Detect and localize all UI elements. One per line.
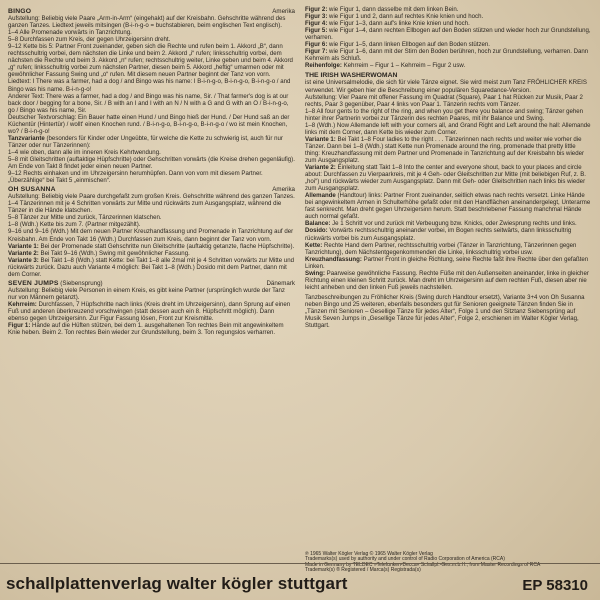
paragraph: ist eine Universalmelodie, die sich für viele Tänze eignet. Sie wird meist zum Tanz FRÖHLICHER KREIS verwendet. Wir geben hier die Beschreibung einer populären Squaredance-Version. xyxy=(305,79,587,94)
figure xyxy=(305,41,592,48)
figure-text: wie Figur 1 und 2, dann auf rechtes Knie knien und hoch. xyxy=(327,13,484,21)
paragraph: Aufstellung: Beliebig viele Personen in einem Kreis, es gibt keine Partner (ursprünglich wurde der Tanz nur von Männern getanzt). xyxy=(8,286,285,301)
figure-text: wie Figur 1, dann dasselbe mit dem linken Bein. xyxy=(327,6,459,13)
paragraph: 9–16 und 9–16 (Wdh.) Mit dem neuen Partner Kreuzhandfassung und Promenade in Tanzrichtung auf der Kreisbahn. Am Ende von Takt 16 (Wdh.) Durchfassen zum Kreis, dann beginnt der Tanz von vorn. xyxy=(8,228,294,243)
paragraph: Aufstellung: Beliebig viele Paare „Arm-in-Arm“ (eingehakt) auf der Kreisbahn. Gehschritte während des ganzen Tanzes. Liedtext jeweils mitsingen (B-i-n-g-o = buchstabieren, beim englischen Text englisch). xyxy=(8,15,286,30)
bingo-header xyxy=(8,8,295,15)
right-column xyxy=(305,6,592,562)
closing-note: Tanzbeschreibungen zu Fröhlicher Kreis (Swing durch Handtour ersetzt), Variante 3+4 von Oh Susanna neben Bingo und 25 weiteren, ebenfalls besonders gut für Senioren geeignete Tänzen finden Sie in „Tänzen mit Senioren – Gesellige Tänze für jedes Alter“, Folge 1 und den Sitztanz Siebensprüng auf Musik Seven Jumps in „Gesellige Tänze für jedes Alter“, Folge 2, erschienen im Walter Kögler Verlag, Stuttgart. xyxy=(305,293,585,330)
kehrreim-label: Kehrreim: xyxy=(8,300,37,308)
seven-header xyxy=(8,280,295,287)
figure-text: Hände auf die Hüften stützen, bei dem 1. ausgehaltenen Ton rechtes Bein mit angewinkeltem Knie heben. Beim 2. Ton rechtes Bein wieder zur Grundstellung, beim 3. Ton regungslos verharren. xyxy=(8,322,284,337)
paragraph: 1–4 Tänzerinnen mit je 4 Schritten vorwärts zur Mitte und rückwärts zum Ausgangsplatz, während die Tänzer in die Hände klatschen. xyxy=(8,200,282,215)
paragraph: Aufstellung: Vier Paare mit offener Fassung im Quadrat (Square), Paar 1 hat Rücken zur Musik, Paar 2 rechts, Paar 3 gegenüber, Paar 4 links von Paar 1. Tänzerin rechts vom Tänzer. xyxy=(305,93,583,108)
left-column xyxy=(8,6,295,562)
term-label: Kreuzhandfassung: xyxy=(305,255,362,263)
reihenfolge-label: Reihenfolge: xyxy=(305,62,342,70)
variant-label: Variante 3: xyxy=(8,256,39,264)
figure-text: wie Figur 1–5, dann linken Ellbogen auf den Boden stützen. xyxy=(327,41,490,49)
variant-label: Variante 1: xyxy=(305,135,336,143)
paragraph: 5–8 Durchfassen zum Kreis, der gegen Uhrzeigersinn dreht. xyxy=(8,36,171,44)
susanna-header xyxy=(8,186,295,193)
paragraph: Anderer Text: There was a farmer, had a dog / and Bingo was his name, Sir. / That farmer's dog is at our back door / begging for a bone, Sir. / B with an I and I with an N / N with a G and G with an O / B-i-n-g-o, go / Bingo was his name, Sir. xyxy=(8,92,289,114)
figure xyxy=(305,13,592,20)
term-label: Allemande xyxy=(305,192,336,200)
copyright-line: ℗ 1965 Walter Kögler Verlag © 1965 Walter Kögler Verlag xyxy=(305,550,433,557)
variant xyxy=(8,250,295,257)
seven-title-wrap xyxy=(8,280,103,287)
paragraph: 1–8 (Wdh.) Now Allemande left with your corners all, and Grand Right and Left around the hall: Allemande links mit dem Corner, dann Kette bis wieder zum Corner. xyxy=(305,121,591,136)
variant xyxy=(305,164,592,192)
reihenfolge-text: Kehrreim – Figur 1 – Kehrreim – Figur 2 usw. xyxy=(341,62,466,70)
term xyxy=(305,256,592,270)
paragraph: Deutscher Textvorschlag: Ein Bauer hatte einen Hund / und Bingo hieß der Hund. / Der Hund saß an der Küchentür (Hintertür) / wollt' einen Knochen rund. / B-i-n-g-o, B-i-n-g-o, B-i-n-g-o / wo ist mein Knochen, wo? / B-i-n-g-o! xyxy=(8,113,290,135)
text-columns xyxy=(8,6,592,562)
kehrreim-text: Durchfassen, 7 Hüpfschritte nach links (Kreis dreht im Uhrzeigersinn), dann Sprung auf einen Fuß und anderen überkreuzend vorschwingen (statt dessen auch ein 8. Hüpfschritt möglich). Dann ebenso gegen Uhrzeigersinn. Zur Figur Fassung lösen, Front zur Kreismitte. xyxy=(8,300,291,323)
term-label: Kette: xyxy=(305,241,323,249)
variant-label: Variante 2: xyxy=(8,249,39,257)
figure-text: wie Figur 1–6, dann mit der Stirn den Boden berühren, hoch zur Grundstellung, verharren. Dann Kehrreim als Schluß. xyxy=(305,48,589,63)
figure-label: Figur 4: xyxy=(305,20,328,28)
paragraph: 1–8 (Wdh.) Kette bis zum 7. (Partner mitgezählt). xyxy=(8,221,141,229)
paragraph: 9–12 Rechts einhaken und im Uhrzeigersinn herumhüpfen. Dann von vorn mit diesem Partner. „Überzählige“ bei Takt 5 „einmischen“. xyxy=(8,170,263,185)
tanzvariante-text: (besonders für Kinder oder Ungeübte, für welche die Kette zu schwierig ist, auch für nur Tänzer oder nur Tänzerinnen): xyxy=(8,134,283,149)
copyright-line: Trademarks(s) used by authority and under control of Radio Corporation of America (RCA) xyxy=(305,556,505,563)
variant xyxy=(305,136,592,164)
figure-label: Figur 3: xyxy=(305,13,328,21)
irish-title: THE IRISH WASHERWOMAN xyxy=(305,72,398,80)
catalog-number: EP 58310 xyxy=(522,577,588,594)
figure-label: Figur 5: xyxy=(305,27,328,35)
figure xyxy=(305,20,592,27)
paragraph: 1–8 All four gents to the right of the ring, and when you get there you balance and swing; Tänzer gehen hinter ihrer Partnerin vorbei zur Tänzerin des rechten Paares, mit ihr Balance und Swing. xyxy=(305,107,584,122)
figure-label: Figur 7: xyxy=(305,48,328,56)
variant-text: Bei Takt 1–8 (Wdh.) statt Kette: bei Takt 1–8 alle 2mal mit je 4 Schritten vorwärts zur Mitte und rückwärts zurück. Dazu auch Variante 4 möglich: Bei Takt 1–8 (Wdh.) Dosido mit dem Partner, dann mit dem Corner. xyxy=(8,256,294,278)
figure-text: wie Figur 1–3, dann auf's linke Knie knien und hoch. xyxy=(327,20,470,28)
variant-text: Bei Takt 9–16 (Wdh.) Swing mit gewöhnlicher Fassung. xyxy=(38,249,190,257)
paragraph: 5–8 Tänzer zur Mitte und zurück, Tänzerinnen klatschen. xyxy=(8,214,162,222)
paragraph: 1–4 Alle Promenade vorwärts in Tanzrichtung. xyxy=(8,29,132,37)
variant-text: Bei Takt 1–8 Four ladies to the right . . . Tänzerinnen nach rechts und weiter wie vorher die Tänzer. Dann bei 1–8 (Wdh.) statt Kette nun Promenade around the ring, promenade that pretty little thing: Kreuzhandfassung mit dem Partner und Promenade in Tanzrichtung auf der Kreisbahn bis wieder zum Ausgangsplatz. xyxy=(305,135,585,164)
term-label: Swing: xyxy=(305,269,325,277)
term-text: (Handtour) links: Partner Front zueinander, seitlich etwas nach rechts versetzt. Linke Hände bei angewinkeltem Armen in Schulterhöhe gefaßt oder mit den Handflächen aneinandergelegt, Unterarme fast senkrecht. Man dreht gegen Uhrzeigersinn herum. Statt beschriebener Fassung manchmal Hände auch normal gefaßt. xyxy=(305,192,591,221)
term xyxy=(305,242,592,256)
figure-label: Figur 6: xyxy=(305,41,328,49)
term xyxy=(305,227,592,241)
publisher-brand: schallplattenverlag walter kögler stuttgart xyxy=(6,574,348,593)
term-text: Partner Front in gleiche Richtung, seine Rechte faßt ihre Rechte über den gefaßten Linken. xyxy=(305,255,589,270)
term xyxy=(305,220,592,227)
figure-text: wie Figur 1–4, dann rechten Ellbogen auf den Boden stützen und wieder hoch zur Grundstellung, verharren. xyxy=(305,27,591,42)
variant xyxy=(8,257,295,278)
paragraph: Aufstellung: Beliebig viele Paare durchgefaßt zum großen Kreis. Gehschritte während des ganzen Tanzes. xyxy=(8,193,295,201)
copyright-line: Made in Germany by TELDEC »Telefunken-Decca« Schallpl.-Ges.m.b.H., from Master Recordings of RCA xyxy=(305,561,541,568)
paragraph: 9–12 Kette bis 5: Partner Front zueinander, geben sich die Rechte und rufen beim 1. Akkord „B“, dann rechtsschultrig vorbei, dem nächsten die Linke und beim 2. Akkord „i“ rufen; linksschultrig vorbei, dem nächsten die Rechte und beim 3. Akkord „n“ rufen; rechtsschultrig weiter, Linke geben und beim 4. Akkord „g“ rufen; linksschultrig vorbei zum nächsten Partner, diesen beim 5. Akkord „heftig“ umarmen oder mit gewöhnlicher Fassung Swing und „o“ rufen. Mit diesem neuen Partner beginnt der Tanz von vorn. xyxy=(8,43,293,79)
figure xyxy=(305,6,592,13)
figure xyxy=(8,322,295,336)
term-text: Vorwärts rechtsschultrig aneinander vorbei, im Bogen rechts seitwärts, dann linksschultrig rückwärts vorbei bis zum Ausgangsplatz. xyxy=(305,227,572,242)
variant-text: Einleitung statt Takt 1–8 Into the center and everyone shout, back to your places and circle about: Durchfassen zu Vierpaarkreis, mit je 4 Geh- oder Gleitschritten zur Mitte (mit beliebigen Ruf, z. B. „hoi“) und rückwärts wieder zum Ausgangsplatz. Dann mit Geh- oder Gleitschritten nach links bis wieder zum Ausgangsplatz. xyxy=(305,164,586,193)
footer xyxy=(0,563,600,600)
term-text: Paarweise gewöhnliche Fassung. Rechte Füße mit den Außenseiten aneinander, linke in gleicher Richtung einen kleinen Schritt zurück. Man dreht im Uhrzeigersinn auf dem rechten Fuß, diesen aber nie leicht anheben und den linken Fuß jeweils nachstellen. xyxy=(305,269,589,291)
term-label: Dosido: xyxy=(305,227,328,235)
paragraph: 5–8 mit Gleitschritten (auftaktige Hüpfschritte) oder Gehschritten vorwärts (die Kreise drehen gegenläufig). Am Ende von Takt 8 findet jeder einen neuen Partner. xyxy=(8,155,295,171)
figure-label: Figur 1: xyxy=(8,322,31,330)
seven-country: Dänemark xyxy=(266,279,295,287)
variant xyxy=(8,243,295,250)
bingo-title: BINGO xyxy=(8,8,32,15)
paragraph: Liedtext: I There was a farmer, had a dog / and Bingo was his name: I B-i-n-g-o, B-i-n-g-o, B-i-n-g-o / and Bingo was his name. B-i-n-g-o! xyxy=(8,78,291,93)
term-text: Rechte Hand dem Partner, rechtsschultrig vorbei (Tänzer in Tanzrichtung, Tänzerinnen gegen Tanzrichtung), dem Nächstentgegenkommenden die Linke, linksschultrig vorbei usw. xyxy=(305,241,577,256)
figure xyxy=(305,48,592,62)
term-label: Balance: xyxy=(305,220,331,228)
susanna-country: Amerika xyxy=(272,186,295,194)
tanzvariante xyxy=(8,135,295,149)
bingo-country: Amerika xyxy=(272,8,295,15)
term xyxy=(305,192,592,220)
seven-title: SEVEN JUMPS xyxy=(8,279,59,287)
kehrreim xyxy=(8,301,295,322)
paragraph: 1–4 wie oben, dann alle im inneren Kreis Kehrtwendung. xyxy=(8,148,161,156)
tanzvariante-label: Tanzvariante xyxy=(8,134,45,142)
seven-title-extra: (Siebensprung) xyxy=(58,279,103,287)
term-text: Je 1 Schritt vor und zurück mit Verbeugung bzw. Knicks, oder Zwiesprung rechts und links. xyxy=(330,220,577,228)
reihenfolge xyxy=(305,62,592,69)
susanna-title: OH SUSANNA xyxy=(8,186,56,194)
variant-text: Bei der Promenade statt Gehschritte nun Gleitschritte (auftaktig getanzte, flache Hüpfschritte). xyxy=(38,242,295,250)
term xyxy=(305,270,592,291)
figure xyxy=(305,27,592,41)
copyright-line: Trademark(s) ® Registered / Marca(s) Registrada(s) xyxy=(305,567,421,574)
figure-label: Figur 2: xyxy=(305,6,328,13)
variant-label: Variante 1: xyxy=(8,242,39,250)
variant-label: Variante 2: xyxy=(305,164,336,172)
